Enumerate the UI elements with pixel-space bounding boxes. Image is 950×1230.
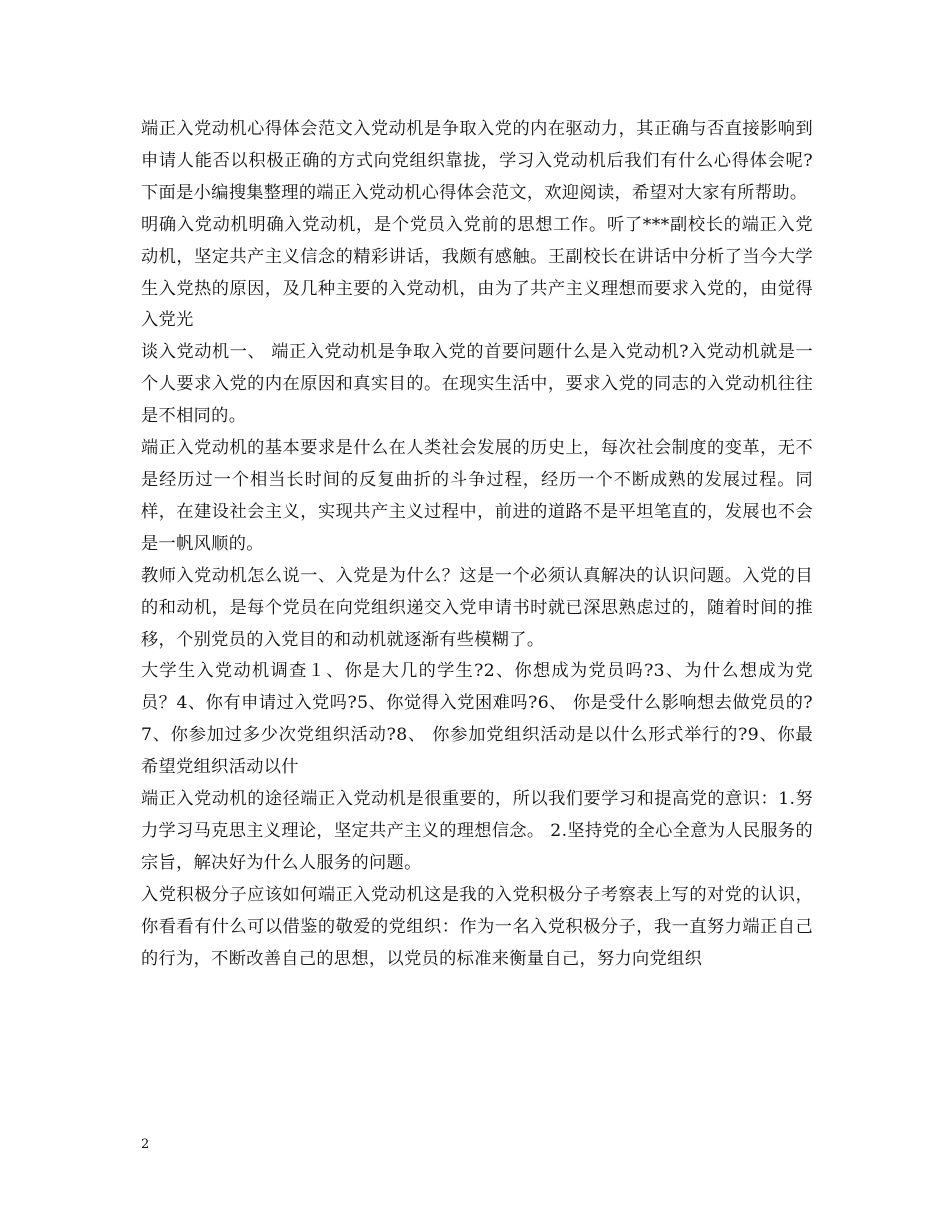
document-body [141, 114, 813, 975]
paragraph-4: 端正入党动机的基本要求是什么在人类社会发展的历史上，每次社会制度的变革，无不是经历过一个相当长时间的反复曲折的斗争过程，经历一个不断成熟的发展过程。同样，在建设社会主义，实现共产主义过程中，前进的道路不是平坦笔直的，发展也不会是一帆风顺的。 [141, 438, 813, 554]
paragraph-8: 入党积极分子应该如何端正入党动机这是我的入党积极分子考察表上写的对党的认识，你看看有什么可以借鉴的敬爱的党组织：作为一名入党积极分子，我一直努力端正自己的行为，不断改善自己的思想，以党员的标准来衡量自己，努力向党组织 [141, 884, 813, 969]
paragraph-1: 端正入党动机心得体会范文入党动机是争取入党的内在驱动力，其正确与否直接影响到申请人能否以积极正确的方式向党组织靠拢，学习入党动机后我们有什么心得体会呢?下面是小编搜集整理的端正入党动机心得体会范文，欢迎阅读，希望对大家有所帮助。 [141, 119, 813, 203]
paragraph-7: 端正入党动机的途径端正入党动机是很重要的，所以我们要学习和提高党的意识：1.努力学习马克思主义理论，坚定共产主义的理想信念。 2.坚持党的全心全意为人民服务的宗旨，解决好为什么人服务的问题。 [141, 789, 813, 873]
paragraph-2: 明确入党动机明确入党动机，是个党员入党前的思想工作。听了***副校长的端正入党动机，坚定共产主义信念的精彩讲话，我颇有感触。王副校长在讲话中分析了当今大学生入党热的原因，及几种主要的入党动机，由为了共产主义理想而要求入党的，由觉得入党光 [141, 214, 813, 331]
paragraph-6: 大学生入党动机调查１、你是大几的学生?2、你想成为党员吗?3、为什么想成为党员？4、你有申请过入党吗?5、你觉得入党困难吗?6、 你是受什么影响想去做党员的?7、你参加过多少次党组织活动?8、 你参加党组织活动是以什么形式举行的?9、你最希望党组织活动以什 [141, 661, 813, 778]
page-number: 2 [141, 1137, 150, 1152]
paragraph-5: 教师入党动机怎么说一、入党是为什么？这是一个必须认真解决的认识问题。入党的目的和动机，是每个党员在向党组织递交入党申请书时就已深思熟虑过的，随着时间的推移，个别党员的入党目的和动机就逐渐有些模糊了。 [141, 565, 813, 650]
paragraph-3: 谈入党动机一、 端正入党动机是争取入党的首要问题什么是入党动机?入党动机就是一个人要求入党的内在原因和真实目的。在现实生活中，要求入党的同志的入党动机往往是不相同的。 [141, 342, 813, 427]
